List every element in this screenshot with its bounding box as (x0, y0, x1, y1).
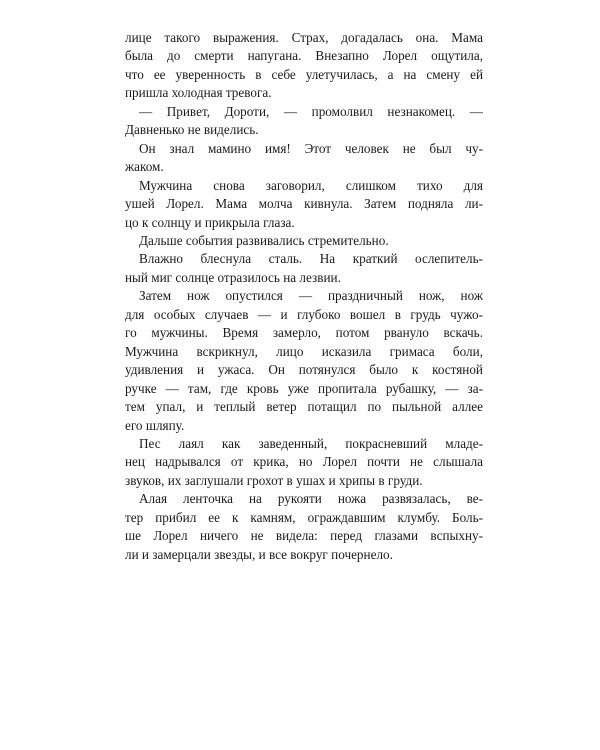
paragraph (125, 140, 483, 177)
text-line: Затем нож опустился — праздничный нож, нож (139, 288, 483, 304)
text-line: — Привет, Дороти, — промолвил незнакомец. — (139, 103, 483, 119)
paragraph (125, 490, 483, 564)
paragraph (125, 177, 483, 232)
text-line: Он знал мамино имя! Этот человек не был чу- (139, 140, 483, 156)
body-text (125, 29, 483, 564)
text-line: цо к солнцу и прикрыла глаза. (125, 214, 295, 230)
paragraph (125, 287, 483, 435)
text-line: Влажно блеснула сталь. На краткий ослепитель- (139, 251, 483, 267)
text-line: для особых случаев — и глубоко вошел в грудь чужо- (125, 306, 483, 322)
text-line: удивления и ужаса. Он потянулся было к костяной (125, 362, 483, 378)
paragraph (125, 29, 483, 103)
text-line: пришла холодная тревога. (125, 85, 272, 101)
text-line: тем упал, и теплый ветер потащил по пыльной аллее (125, 399, 483, 415)
text-line: жаком. (125, 159, 164, 175)
text-line: го мужчины. Время замерло, потом рвануло вскачь. (125, 325, 483, 341)
text-line: Мужчина вскрикнул, лицо исказила гримаса боли, (125, 343, 483, 359)
text-line: ше Лорел ничего не видела: перед глазами вспыхну- (125, 528, 483, 544)
text-line: Пес лаял как заведенный, покрасневший младе- (139, 435, 483, 451)
text-line: ли и замерцали звезды, и все вокруг почернело. (125, 546, 393, 562)
paragraph (125, 103, 483, 140)
text-line: ушей Лорел. Мама молча кивнула. Затем подняла ли- (125, 196, 483, 212)
text-line: Давненько не виделись. (125, 122, 259, 138)
text-line: ный миг солнце отразилось на лезвии. (125, 269, 341, 285)
text-line: Мужчина снова заговорил, слишком тихо для (139, 177, 483, 193)
paragraph (125, 232, 483, 250)
text-line: ручке — там, где кровь уже пропитала рубашку, — за- (125, 380, 483, 396)
paragraph (125, 250, 483, 287)
text-line: Дальше события развивались стремительно. (139, 232, 389, 248)
text-line: что ее уверенность в себе улетучилась, а на смену ей (125, 66, 483, 82)
text-line: была до смерти напугана. Внезапно Лорел ощутила, (125, 48, 483, 64)
text-line: звуков, их заглушали грохот в ушах и хрипы в груди. (125, 472, 423, 488)
text-line: лице такого выражения. Страх, догадалась она. Мама (125, 30, 483, 45)
text-line: его шляпу. (125, 417, 185, 433)
text-line: тер прибил ее к камням, ограждавшим клумбу. Боль- (125, 509, 483, 525)
paragraph (125, 435, 483, 490)
text-line: нец надрывался от крика, но Лорел почти не слышала (125, 454, 483, 470)
text-line: Алая ленточка на рукояти ножа развязалась, ве- (139, 491, 483, 507)
